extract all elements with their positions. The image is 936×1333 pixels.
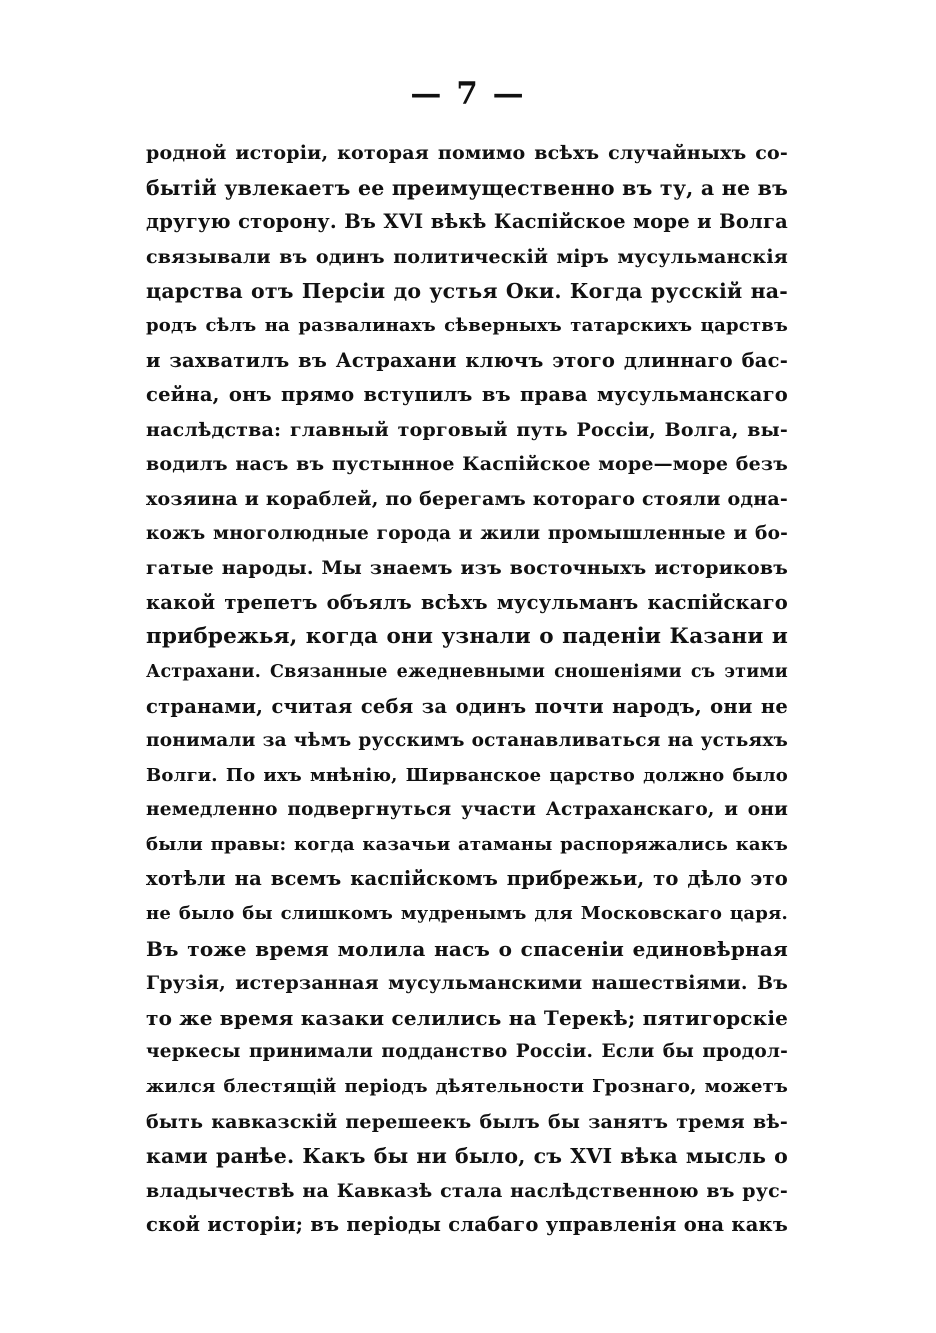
text-line: ками ранѣе. Какъ бы ни было, съ XVI вѣка мысль о — [146, 1144, 788, 1169]
text-line: понимали за чѣмъ русскимъ останавливаться на устьяхъ — [146, 730, 788, 752]
text-line: хозяина и кораблей, по берегамъ котораго стояли одна- — [146, 487, 788, 510]
text-line: связывали въ одинъ политическій міръ мусульманскія — [146, 245, 788, 268]
text-line: водилъ насъ въ пустынное Каспійское море—море безъ — [146, 453, 788, 476]
text-line: родной исторіи, которая помимо всѣхъ случайныхъ со- — [146, 142, 788, 164]
text-line: и захватилъ въ Астрахани ключъ этого длиннаго бас- — [146, 348, 788, 372]
text-line: немедленно подвергнуться участи Астраханскаго, и они — [146, 799, 788, 821]
text-line: странами, считая себя за одинъ почти народъ, они не — [146, 694, 788, 718]
text-line: наслѣдства: главный торговый путь Россіи, Волга, вы- — [146, 418, 788, 441]
text-line: прибрежья, когда они узнали о паденіи Казани и — [146, 624, 788, 650]
text-line: жился блестящій періодъ дѣятельности Грознаго, можетъ — [146, 1076, 788, 1098]
text-line: то же время казаки селились на Терекѣ; пятигорскіе — [146, 1005, 788, 1030]
text-line: ской исторіи; въ періоды слабаго управленія она какъ — [146, 1213, 788, 1237]
text-line: быть кавказскій перешеекъ былъ бы занятъ тремя вѣ- — [146, 1110, 788, 1133]
text-line: черкесы принимали подданство Россіи. Если бы продол- — [146, 1041, 788, 1063]
text-line: гатые народы. Мы знаемъ изъ восточныхъ историковъ — [146, 557, 788, 580]
text-line: Астрахани. Связанные ежедневными сношеніями съ этими — [146, 661, 788, 682]
text-line: Волги. По ихъ мнѣнію, Ширванское царство должно было — [146, 764, 788, 786]
text-line: родъ сѣлъ на развалинахъ сѣверныхъ татарскихъ царствъ — [146, 314, 788, 336]
text-line: кожъ многолюдные города и жили промышленные и бо- — [146, 522, 788, 544]
text-line: сейна, онъ прямо вступилъ въ права мусульманскаго — [146, 383, 788, 407]
text-line: были правы: когда казачьи атаманы распоряжались какъ — [146, 833, 788, 855]
text-line: царства отъ Персіи до устья Оки. Когда русскій на- — [146, 279, 788, 304]
text-line: хотѣли на всемъ каспійскомъ прибрежьи, то дѣло это — [146, 867, 788, 891]
text-line: какой трепетъ объялъ всѣхъ мусульманъ каспійскаго — [146, 590, 788, 614]
text-line: не было бы слишкомъ мудренымъ для Московскаго царя. — [146, 903, 788, 925]
text-line: Грузія, истерзанная мусульманскими нашествіями. Въ — [146, 972, 788, 995]
page-number: — 7 — — [410, 76, 526, 112]
text-line: бытій увлекаетъ ее преимущественно въ ту, а не въ — [146, 175, 788, 200]
text-line: Въ тоже время молила насъ о спасеніи единовѣрная — [146, 936, 788, 961]
text-line: другую сторону. Въ XVI вѣкѣ Каспійское море и Волга — [146, 210, 788, 234]
text-line: владычествѣ на Кавказѣ стала наслѣдственною въ рус- — [146, 1179, 788, 1202]
body-text — [146, 136, 788, 1243]
